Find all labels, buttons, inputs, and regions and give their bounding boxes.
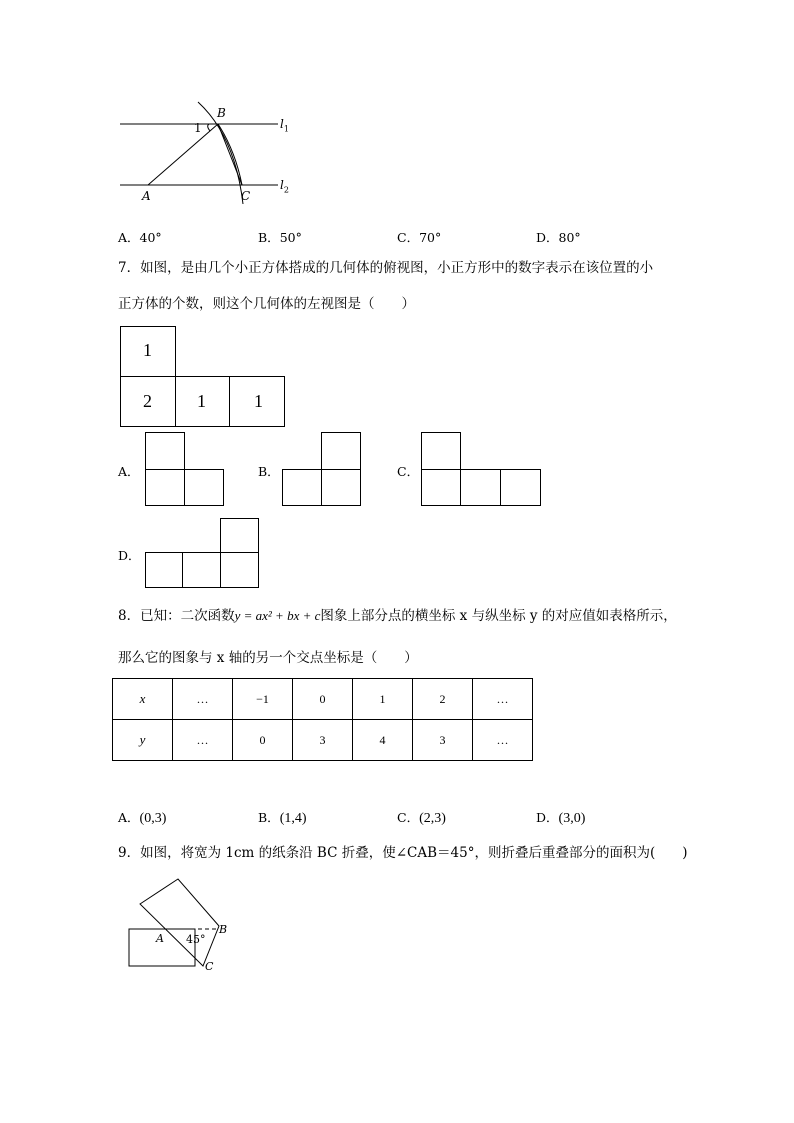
view-square xyxy=(145,469,185,506)
view-square xyxy=(500,469,541,506)
q8-value-table xyxy=(112,678,533,761)
table-cell: … xyxy=(173,679,233,720)
point-b-label: B xyxy=(217,106,226,120)
point-a-label: A xyxy=(142,189,151,203)
top-view-count: 2 xyxy=(143,391,152,411)
table-cell: 3 xyxy=(293,720,353,761)
q7-option-c-label: C． xyxy=(397,464,420,479)
q7-stem-line1: 7．如图，是由几个小正方体搭成的几何体的俯视图，小正方形中的数字表示在该位置的小 xyxy=(118,260,654,276)
view-square xyxy=(421,469,461,506)
l1-label: $l_1$ xyxy=(280,117,289,134)
top-view-count: 1 xyxy=(254,391,263,411)
q7-option-d-label: D． xyxy=(118,548,141,563)
q7-option-b-label: B． xyxy=(258,464,280,479)
q8-option-b[interactable]: B．(1,4) xyxy=(258,810,307,826)
q8-option-a[interactable]: A．(0,3) xyxy=(118,810,167,826)
q9-angle-label: 45° xyxy=(186,933,206,946)
table-cell: … xyxy=(173,720,233,761)
q6-option-d[interactable]: D．80° xyxy=(536,230,581,245)
q6-option-b[interactable]: B．50° xyxy=(258,230,302,245)
table-cell: −1 xyxy=(233,679,293,720)
view-square xyxy=(145,552,183,588)
view-square xyxy=(321,432,361,470)
table-cell: … xyxy=(473,679,533,720)
view-square xyxy=(460,469,501,506)
table-cell: … xyxy=(473,720,533,761)
view-square xyxy=(145,432,185,470)
view-square xyxy=(220,518,259,553)
folded-strip xyxy=(140,879,219,966)
point-c-label: C xyxy=(241,189,251,203)
q9-stem: 9．如图，将宽为 1cm 的纸条沿 BC 折叠，使∠CAB＝45°，则折叠后重叠部分的面积为( ) xyxy=(118,845,688,861)
table-cell: 1 xyxy=(353,679,413,720)
table-cell: 0 xyxy=(233,720,293,761)
q7-option-a-label: A． xyxy=(118,464,140,479)
q8-stem-line2: 那么它的图象与 x 轴的另一个交点坐标是（ ） xyxy=(118,650,418,666)
table-cell: 0 xyxy=(293,679,353,720)
top-view-count: 1 xyxy=(143,340,152,360)
q7-stem-line2: 正方体的个数，则这个几何体的左视图是（ ） xyxy=(118,296,415,312)
q9-point-a: A xyxy=(156,932,164,945)
q8-option-d[interactable]: D．(3,0) xyxy=(536,810,586,826)
q8-formula: y = ax² + bx + c xyxy=(234,608,321,623)
q6-option-c[interactable]: C．70° xyxy=(397,230,442,245)
table-cell: 3 xyxy=(413,720,473,761)
table-cell: y xyxy=(113,720,173,761)
q9-point-b: B xyxy=(219,923,228,936)
top-view-count: 1 xyxy=(197,391,206,411)
table-cell: 4 xyxy=(353,720,413,761)
table-cell: x xyxy=(113,679,173,720)
q9-point-c: C xyxy=(205,960,214,973)
angle-1-label: 1 xyxy=(194,121,202,135)
view-square xyxy=(184,469,224,506)
l2-label: $l_2$ xyxy=(280,178,289,195)
q6-option-a[interactable]: A．40° xyxy=(118,230,162,245)
view-square xyxy=(421,432,461,470)
view-square xyxy=(220,552,259,588)
view-square xyxy=(182,552,221,588)
table-row-x xyxy=(113,679,533,720)
view-square xyxy=(321,469,361,506)
angle-mark xyxy=(208,124,210,131)
q8-stem-line1: 8．已知：二次函数y = ax² + bx + c图象上部分点的横坐标 x 与纵坐标 y 的对应值如表格所示， xyxy=(118,608,677,624)
table-row-y xyxy=(113,720,533,761)
segment-ab xyxy=(148,124,218,185)
q8-option-c[interactable]: C．(2,3) xyxy=(397,810,446,826)
view-square xyxy=(282,469,322,506)
table-cell: 2 xyxy=(413,679,473,720)
